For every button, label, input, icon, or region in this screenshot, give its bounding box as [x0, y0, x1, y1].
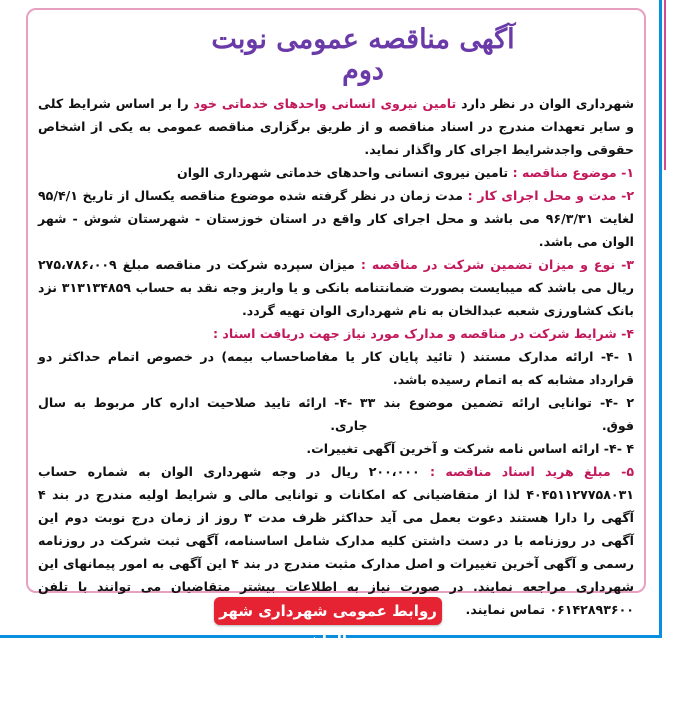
notice-title: آگهی مناقصه عمومی نوبت دوم — [211, 24, 515, 86]
section-4-label: ۴- شرایط شرکت در مناقصه و مدارک مورد نیاز جهت دریافت اسناد : — [213, 326, 634, 341]
section-3-text: میزان سپرده شرکت در مناقصه مبلغ ۲۷۵،۷۸۶،۰۰۹ ریال می باشد که میبایست بصورت ضمانتنامه بانکی و یا واریز وجه نقد به حساب ۳۱۳۱۳۴۸۵۹ نزد بانک کشاورزی شعبه عبدالخان به نام شهرداری الوان تهیه گردد. — [38, 257, 634, 318]
section-4-row — [38, 391, 634, 437]
section-4-4: ۴ -۴- ارائه اساس نامه شرکت و آخرین آگهی تغییرات. — [306, 441, 634, 456]
section-1 — [38, 161, 634, 184]
public-relations-banner: روابط عمومی شهرداری شهر الوان — [214, 597, 442, 625]
section-5-label: ۵- مبلغ هرید اسناد مناقصه : — [430, 464, 634, 479]
section-2-text: مدت زمان در نظر گرفته شده موضوع مناقصه یکسال از تاریخ ۹۵/۴/۱ لغایت ۹۶/۳/۳۱ می باشد و محل اجرای کار واقع در استان خوزستان - شهرستان شوش - شهر الوان می باشد. — [38, 188, 635, 249]
section-2 — [38, 184, 634, 253]
section-1-text: تامین نیروی انسانی واحدهای خدماتی شهرداری الوان — [177, 165, 509, 180]
section-4 — [38, 322, 634, 345]
section-4-1: ۱ -۴- ارائه مدارک مستند ( تائید پایان کار یا مفاصاحساب بیمه) در خصوص اتمام حداکثر دو قرارداد مشابه که به اتمام رسیده باشد. — [38, 349, 634, 387]
section-1-label: ۱- موضوع مناقصه : — [512, 165, 634, 180]
section-4-2: ۲ -۴- توانایی ارائه تضمین موضوع بند ۳ فوق. — [367, 395, 634, 433]
notice-body — [38, 92, 634, 621]
intro-highlight: تامین نیروی انسانی واحدهای خدماتی خود — [193, 96, 457, 111]
section-4-3: ۳ -۴- ارائه تایید صلاحیت اداره کار مربوط به سال جاری. — [38, 395, 368, 433]
title-box — [198, 8, 528, 86]
section-3-label: ۳- نوع و میزان تضمین شرکت در مناقصه : — [360, 257, 634, 272]
intro-post: را بر اساس شرایط کلی و سایر تعهدات مندرج در اسناد مناقصه و از طریق برگزاری مناقصه عمومی به یکی از اشخاص حقوقی واجدشرایط اجرای کار واگذار نماید. — [38, 96, 634, 157]
side-strip — [664, 0, 698, 170]
side-strip-line — [664, 0, 672, 170]
section-2-label: ۲- مدت و محل اجرای کار : — [467, 188, 634, 203]
section-5-text: ۲۰۰،۰۰۰ ریال در وجه شهرداری الوان به شماره حساب ۴۰۴۵۱۱۲۷۷۵۸۰۳۱ لذا از متقاضیانی که امکانات و توانایی مالی و شرایط اولیه مندرج در بند ۴ آگهی را دارا هستند دعوت بعمل می آید حداکثر ظرف مدت ۳ روز از زمان درج نوبت دوم این آگهی در روزنامه با در دست داشتن کلیه مدارک شامل اساسنامه، آگهی ثبت شرکت در روزنامه رسمی و آگهی آخرین تغییرات و اصل مدارک مثبت مندرج در بند ۴ این آگهی به امور پیمانهای این شهرداری مراجعه نمایند. در صورت نیاز به اطلاعات بیشتر متقاضیان می توانند با تلفن ۰۶۱۴۲۸۹۳۶۰۰ تماس نمایند. — [38, 464, 634, 617]
intro-paragraph — [38, 92, 634, 161]
intro-pre: شهرداری الوان در نظر دارد — [461, 96, 634, 111]
tender-notice — [26, 8, 646, 617]
section-3 — [38, 253, 634, 322]
